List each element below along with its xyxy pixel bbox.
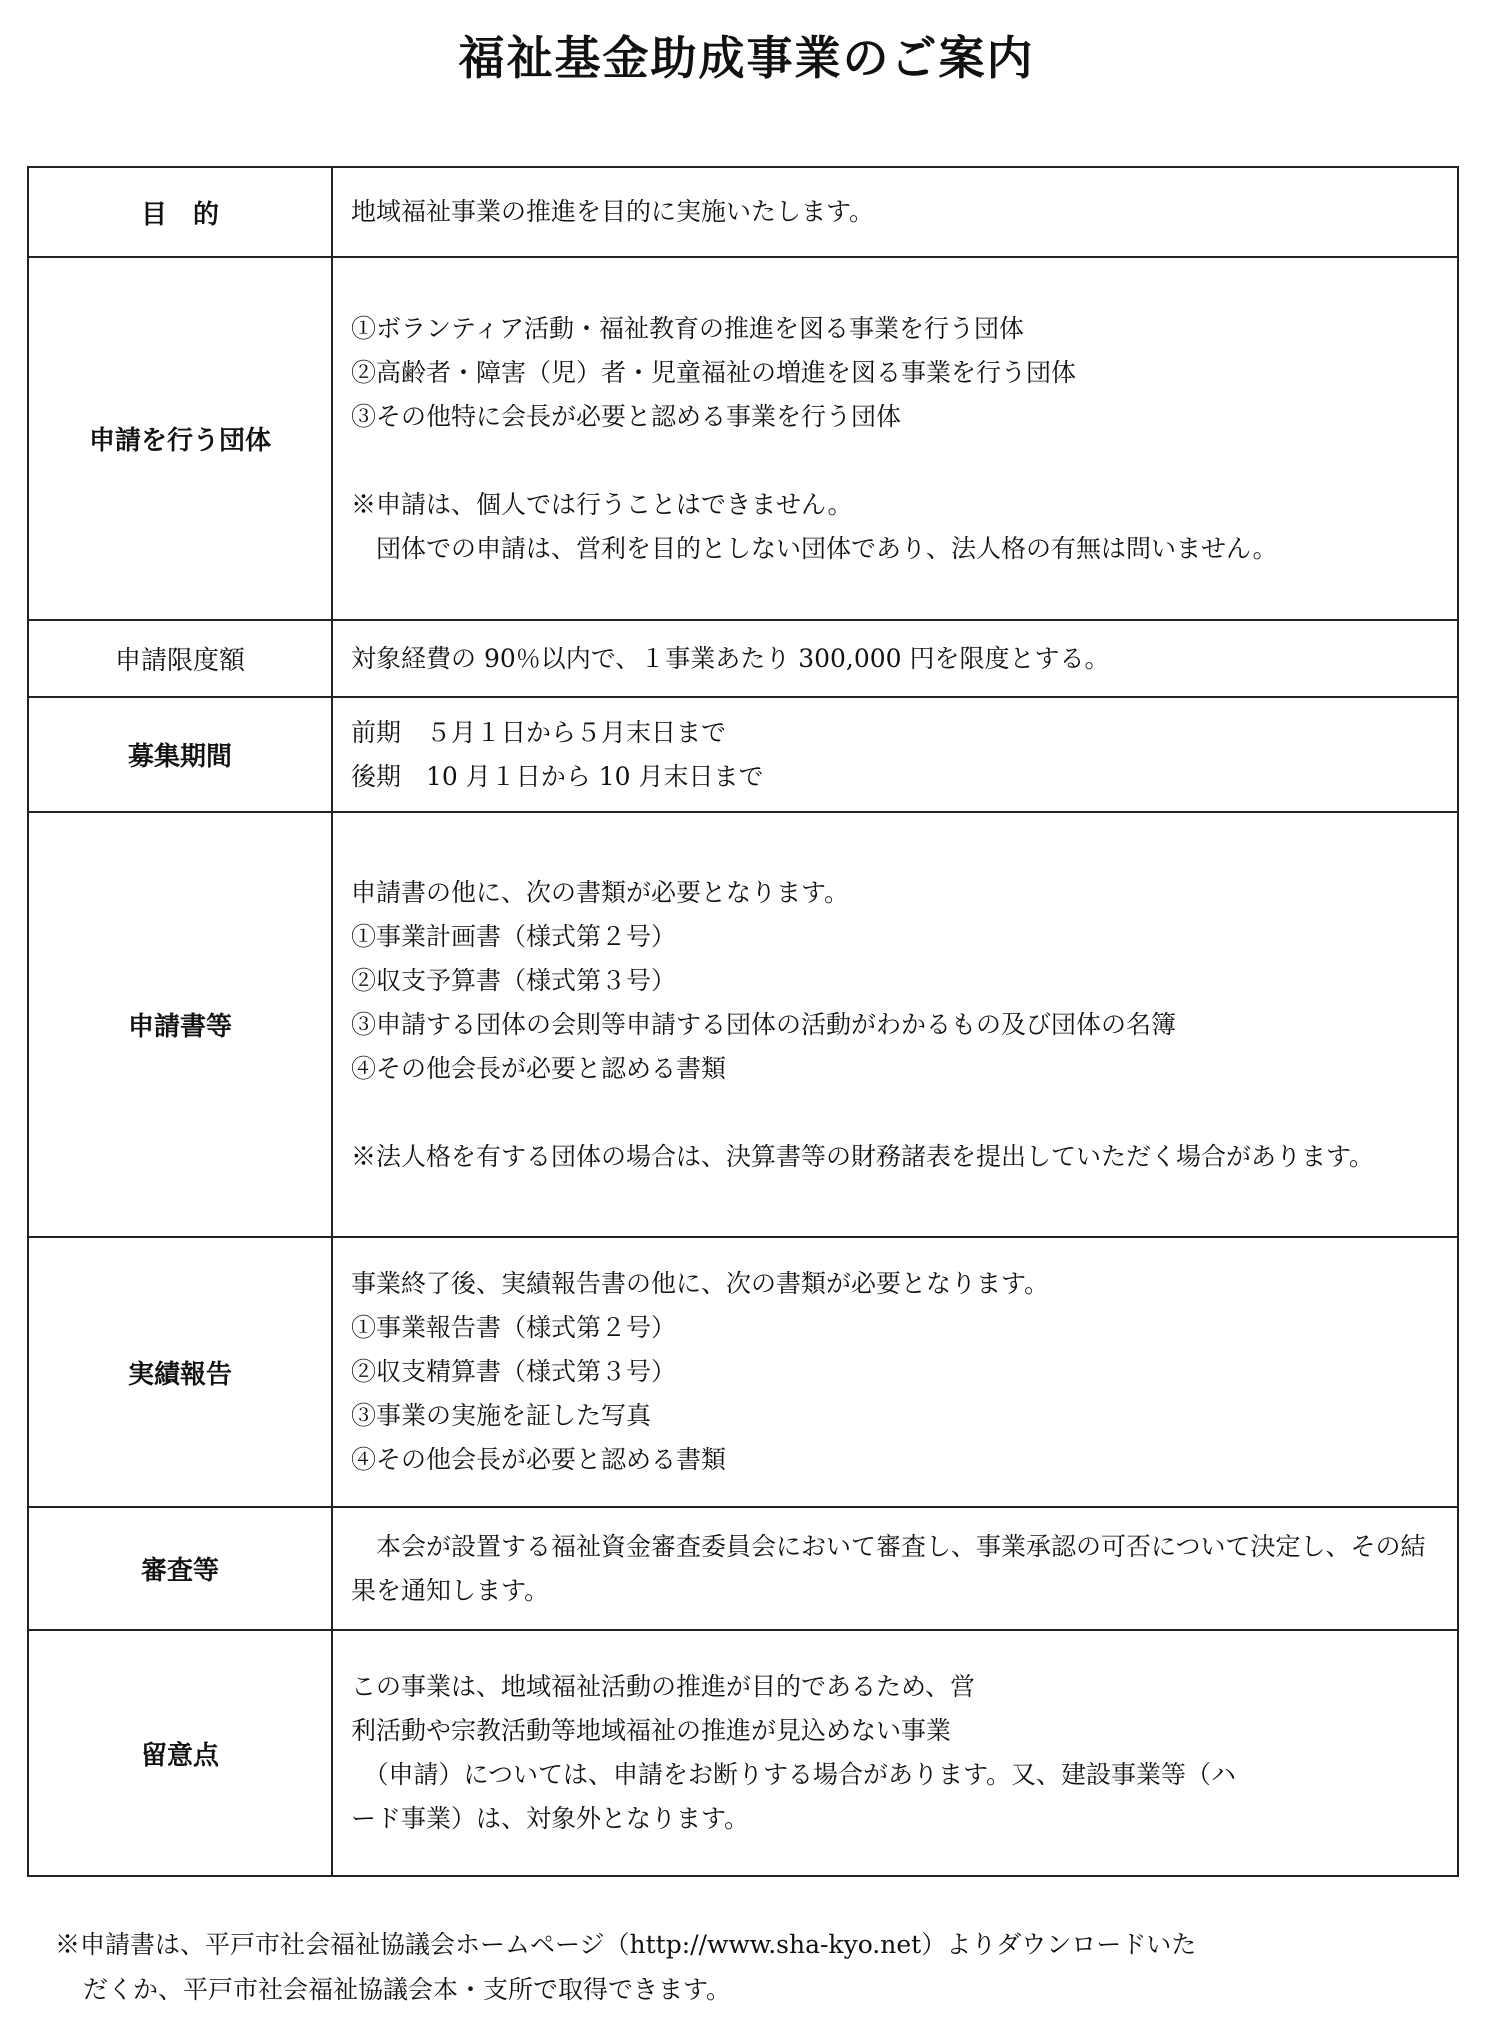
report-item-4: ④その他会長が必要と認める書類 <box>351 1445 727 1474</box>
row-report <box>28 1237 1458 1507</box>
applicant-note-2: 団体での申請は、営利を目的としない団体であり、法人格の有無は問いません。 <box>351 533 1278 563</box>
applicant-note-1: ※申請は、個人では行うことはできません。 <box>351 489 853 519</box>
content-applicants <box>332 257 1458 620</box>
report-item-2: ②収支精算書（様式第３号） <box>351 1357 677 1386</box>
label-period: 募集期間 <box>28 697 332 812</box>
documents-item-2: ②収支予算書（様式第３号） <box>351 965 677 995</box>
page-title: 福祉基金助成事業のご案内 <box>458 31 1035 85</box>
notes-line-3: （申請）については、申請をお断りする場合があります。又、建設事業等（ハ <box>351 1760 1237 1789</box>
documents-intro: 申請書の他に、次の書類が必要となります。 <box>351 877 850 907</box>
purpose-text: 地域福祉事業の推進を目的に実施いたします。 <box>351 197 875 226</box>
content-limit <box>332 620 1458 697</box>
footer-line-1: ※申請書は、平戸市社会福祉協議会ホームページ（http://www.sha-kyo.net）よりダウンロードいた <box>55 1930 1197 1959</box>
period-second: 後期 10 月１日から 10 月末日まで <box>351 761 764 791</box>
row-review <box>28 1507 1458 1630</box>
label-purpose: 目 的 <box>28 167 332 257</box>
footer-note <box>55 1922 1455 2012</box>
limit-text: 対象経費の 90％以内で、１事業あたり 300,000 円を限度とする。 <box>351 643 1110 673</box>
report-item-3: ③事業の実施を証した写真 <box>351 1401 652 1430</box>
documents-note: ※法人格を有する団体の場合は、決算書等の財務諸表を提出していただく場合があります。 <box>351 1141 1375 1171</box>
documents-item-3: ③申請する団体の会則等申請する団体の活動がわかるもの及び団体の名簿 <box>351 1009 1177 1039</box>
applicant-item-2: ②高齢者・障害（児）者・児童福祉の増進を図る事業を行う団体 <box>351 357 1077 387</box>
label-documents: 申請書等 <box>28 812 332 1237</box>
notes-line-1: この事業は、地域福祉活動の推進が目的であるため、営 <box>351 1672 976 1701</box>
row-notes <box>28 1630 1458 1876</box>
content-notes <box>332 1630 1458 1876</box>
report-intro: 事業終了後、実績報告書の他に、次の書類が必要となります。 <box>351 1269 1050 1298</box>
footer-line-2: だくか、平戸市社会福祉協議会本・支所で取得できます。 <box>83 1975 732 2004</box>
label-notes: 留意点 <box>28 1630 332 1876</box>
content-purpose <box>332 167 1458 257</box>
row-period <box>28 697 1458 812</box>
applicant-item-1: ①ボランティア活動・福祉教育の推進を図る事業を行う団体 <box>351 313 1025 343</box>
content-period <box>332 697 1458 812</box>
applicant-item-3: ③その他特に会長が必要と認める事業を行う団体 <box>351 401 902 431</box>
content-documents <box>332 812 1458 1237</box>
label-report: 実績報告 <box>28 1237 332 1507</box>
row-purpose <box>28 167 1458 257</box>
notes-line-2: 利活動や宗教活動等地域福祉の推進が見込めない事業 <box>351 1716 952 1745</box>
documents-item-4: ④その他会長が必要と認める書類 <box>351 1053 727 1083</box>
label-applicants: 申請を行う団体 <box>28 257 332 620</box>
notes-line-4: ード事業）は、対象外となります。 <box>351 1804 750 1833</box>
report-item-1: ①事業報告書（様式第２号） <box>351 1313 677 1342</box>
content-report <box>332 1237 1458 1507</box>
row-documents <box>28 812 1458 1237</box>
label-review: 審査等 <box>28 1507 332 1630</box>
period-first: 前期 ５月１日から５月末日まで <box>351 717 727 747</box>
guide-table <box>27 166 1459 1877</box>
content-review <box>332 1507 1458 1630</box>
row-applicants <box>28 257 1458 620</box>
documents-item-1: ①事業計画書（様式第２号） <box>351 921 677 951</box>
review-text: 本会が設置する福祉資金審査委員会において審査し、事業承認の可否について決定し、その結果を通知します。 <box>351 1531 1426 1605</box>
row-limit <box>28 620 1458 697</box>
label-limit: 申請限度額 <box>28 620 332 697</box>
